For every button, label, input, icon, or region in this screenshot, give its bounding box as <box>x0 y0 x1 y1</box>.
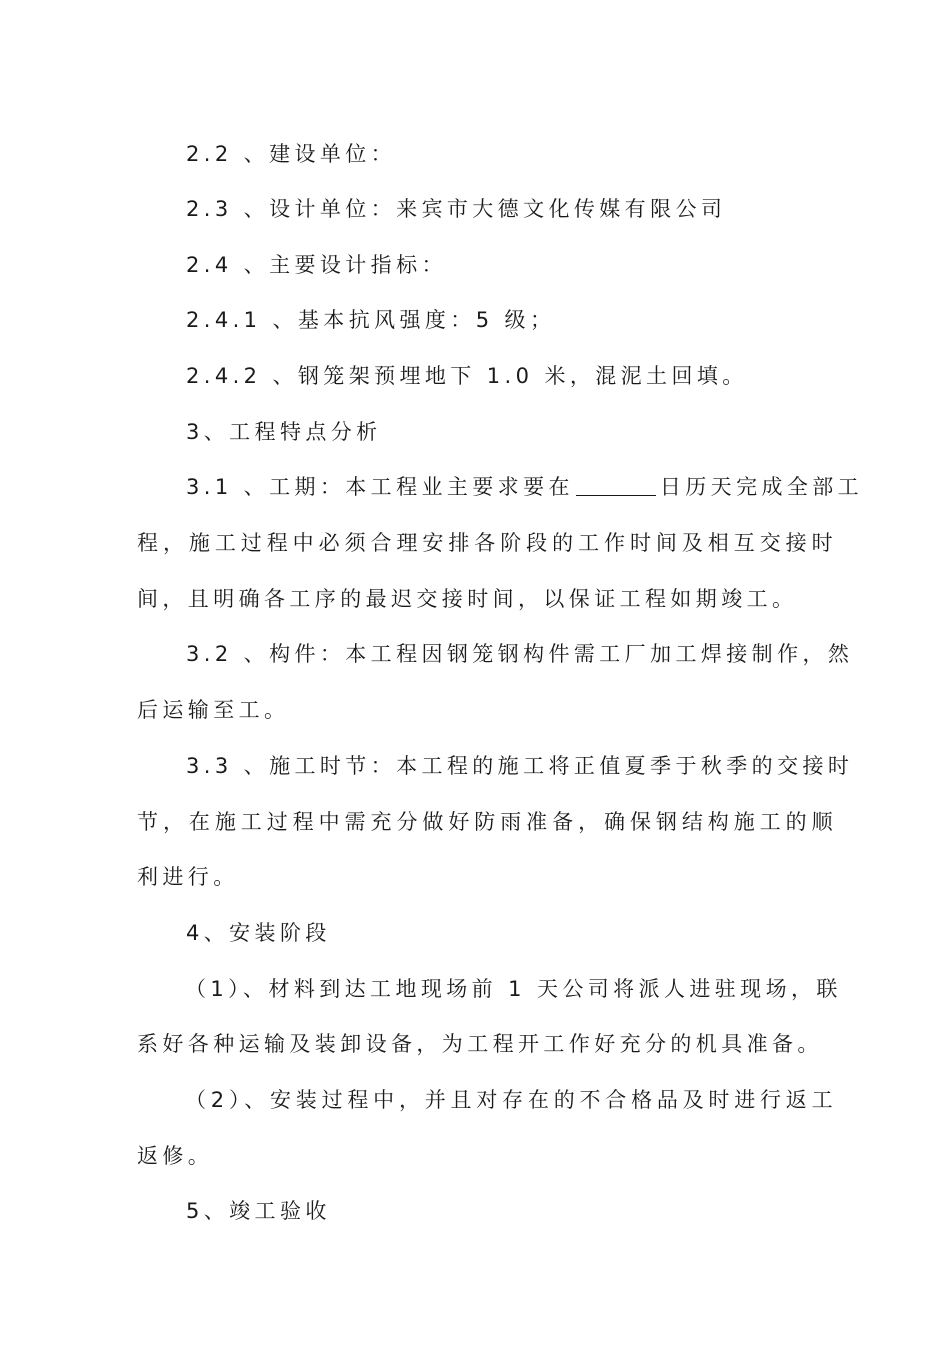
section-2-4-2-line: 2.4.2 、钢笼架预埋地下 1.0 米，混泥土回填。 <box>186 364 748 388</box>
heading-4: 4、安装阶段 <box>186 921 331 945</box>
item-1-line-1: （1）、材料到达工地现场前 1 天公司将派人进驻现场，联 <box>185 977 842 1001</box>
section-3-2-line-1: 3.2 、构件：本工程因钢笼钢构件需工厂加工焊接制作，然 <box>186 642 854 666</box>
heading-3: 3、工程特点分析 <box>186 420 382 444</box>
item-2-line-1: （2）、安装过程中，并且对存在的不合格品及时进行返工 <box>185 1088 837 1112</box>
section-3-1-text-start: 3.1 、工期：本工程业主要求要在 <box>186 475 574 499</box>
section-2-4-1-line: 2.4.1 、基本抗风强度：5 级； <box>186 308 556 332</box>
section-3-3-line-2: 节，在施工过程中需充分做好防雨准备，确保钢结构施工的顺 <box>137 810 837 834</box>
section-3-3-line-3: 利进行。 <box>137 865 239 889</box>
section-2-2-line: 2.2 、建设单位： <box>186 142 397 166</box>
section-2-4-line: 2.4 、主要设计指标： <box>186 253 447 277</box>
section-3-1-line-1 <box>186 473 864 501</box>
item-2-line-2: 返修。 <box>137 1144 214 1168</box>
item-1-line-2: 系好各种运输及装卸设备，为工程开工作好充分的机具准备。 <box>137 1032 823 1056</box>
section-2-3-line: 2.3 、设计单位：来宾市大德文化传媒有限公司 <box>186 197 727 221</box>
section-3-2-line-2: 后运输至工。 <box>137 698 290 722</box>
blank-underline <box>576 475 656 496</box>
section-3-1-text-end: 日历天完成全部工 <box>659 475 864 499</box>
heading-5: 5、竣工验收 <box>186 1199 331 1223</box>
section-3-1-line-2: 程，施工过程中必须合理安排各阶段的工作时间及相互交接时 <box>137 531 837 555</box>
section-3-1-line-3: 间，且明确各工序的最迟交接时间，以保证工程如期竣工。 <box>137 587 798 611</box>
section-3-3-line-1: 3.3 、施工时节：本工程的施工将正值夏季于秋季的交接时 <box>186 754 854 778</box>
